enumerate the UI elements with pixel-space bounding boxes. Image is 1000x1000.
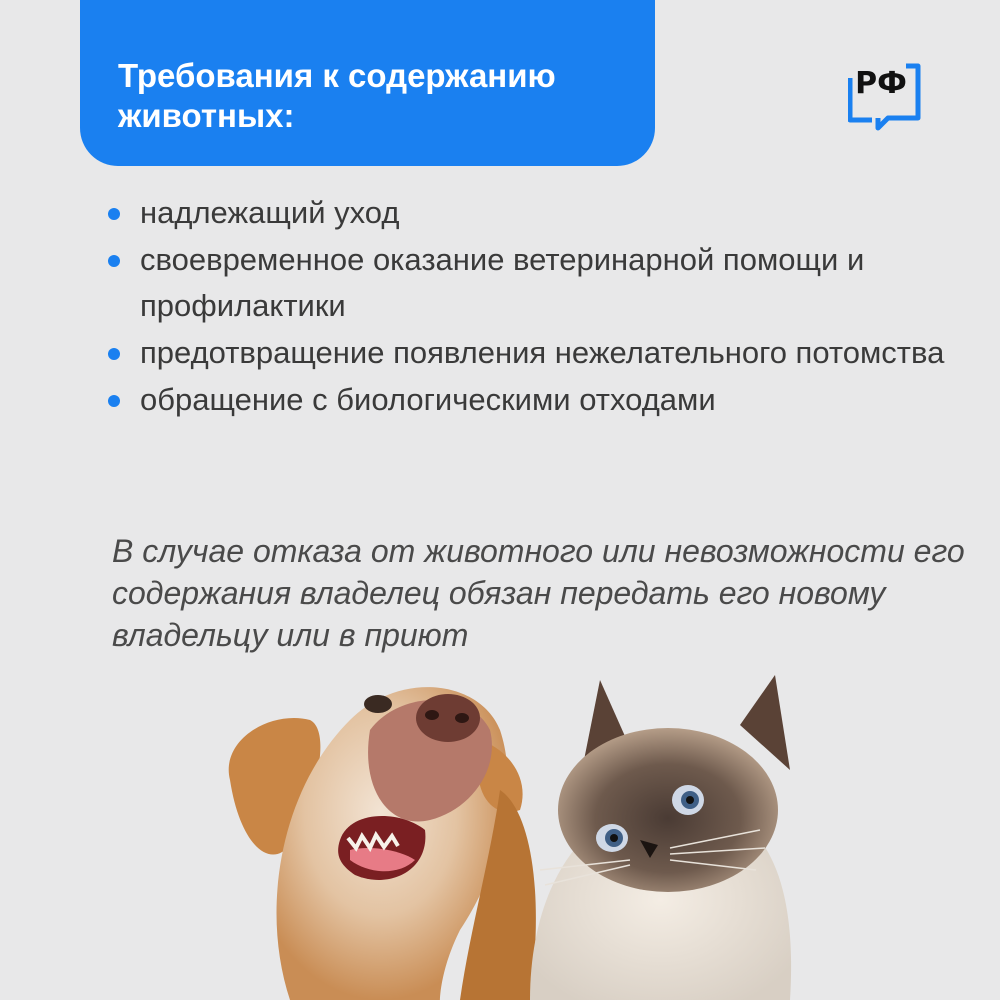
page-title: Требования к содержанию животных: (118, 57, 556, 134)
bullet-icon (108, 255, 120, 267)
list-item (108, 237, 958, 329)
list-item-text: своевременное оказание ветеринарной помощи и профилактики (140, 242, 865, 323)
list-item (108, 330, 958, 376)
dog-and-cat-photo (200, 670, 1000, 1000)
list-item (108, 190, 958, 236)
owner-obligation-note: В случае отказа от животного или невозможности его содержания владелец обязан передать его новому владельцу или в приют (112, 533, 965, 653)
requirements-list (108, 190, 958, 424)
list-item (108, 377, 958, 423)
list-item-text: предотвращение появления нежелательного потомства (140, 335, 945, 370)
list-item-text: надлежащий уход (140, 195, 400, 230)
dog-figure (229, 687, 536, 1000)
bullet-icon (108, 348, 120, 360)
cat-figure (530, 675, 791, 1000)
rf-logo (848, 60, 922, 136)
list-item-text: обращение с биологическими отходами (140, 382, 716, 417)
title-banner (80, 0, 655, 166)
logo-text: РФ (855, 66, 907, 101)
bullet-icon (108, 395, 120, 407)
bullet-icon (108, 208, 120, 220)
